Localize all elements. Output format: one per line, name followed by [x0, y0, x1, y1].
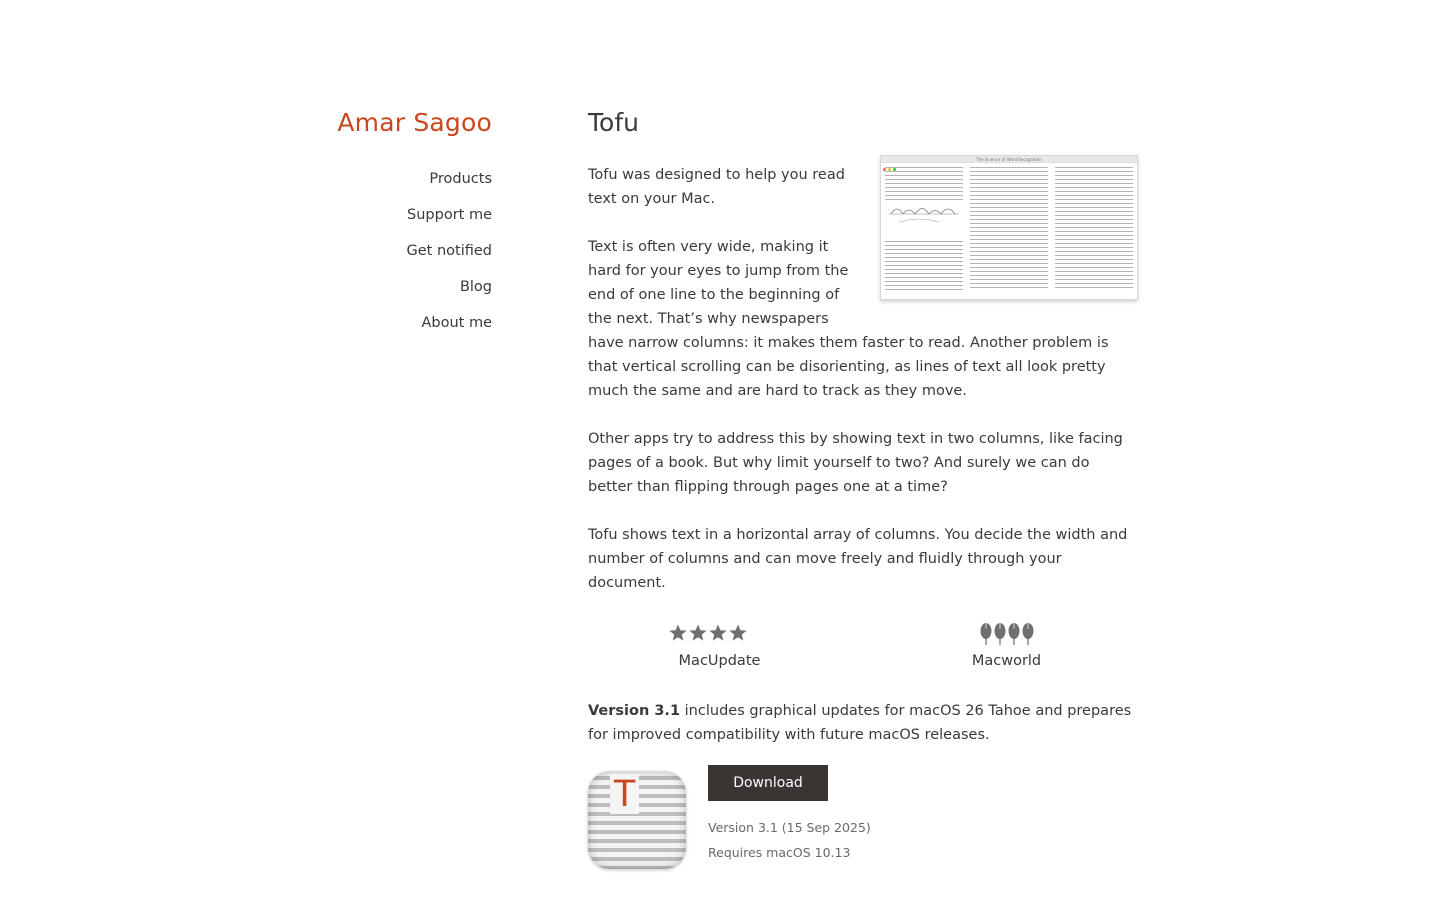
- nav-item-get-notified[interactable]: Get notified: [406, 243, 492, 259]
- body-paragraph: Tofu shows text in a horizontal array of columns. You decide the width and number of columns and can move freely and fluidly through your document.: [588, 527, 1128, 591]
- page-title: Tofu: [588, 108, 639, 137]
- download-button[interactable]: Download: [708, 765, 828, 801]
- intro-paragraph: Tofu was designed to help you read text on your Mac.: [588, 167, 845, 207]
- star-icon: [669, 625, 686, 641]
- screenshot-window-title: The Science of Word Recognition: [976, 157, 1042, 162]
- mouse-rating: [875, 619, 1138, 647]
- reviews: [588, 619, 1138, 673]
- site-title[interactable]: Amar Sagoo: [337, 108, 492, 137]
- screenshot-titlebar: [881, 156, 1137, 163]
- screenshot-column: [970, 167, 1048, 291]
- star-icon: [709, 625, 726, 641]
- review-macworld[interactable]: [875, 619, 1138, 673]
- nav-item-support-me[interactable]: Support me: [407, 207, 492, 223]
- star-icon: [749, 625, 766, 641]
- screenshot-column: [885, 167, 963, 291]
- nav-item-blog[interactable]: Blog: [459, 279, 492, 295]
- system-requirements: Requires macOS 10.13: [708, 845, 851, 860]
- review-macupdate[interactable]: [588, 619, 851, 673]
- download-section: [588, 771, 1138, 869]
- screenshot-columns: [885, 167, 1133, 291]
- download-info: [708, 771, 871, 869]
- mouse-rating-icon: [979, 620, 1035, 646]
- star-icon: [729, 625, 746, 641]
- nav-menu: [300, 161, 492, 341]
- nav-item-products[interactable]: Products: [429, 171, 492, 187]
- screenshot-column: [1055, 167, 1133, 291]
- star-icon: [689, 625, 706, 641]
- body-paragraph: Text is often very wide, making it hard for your eyes to jump from the end of one line to the beginning of the next. That’s why newspapers have narrow columns: it makes them faster to read. Another problem is that vertical scrolling can be disorienting, as lines of text all look pretty much the same and are hard to track as they move.: [588, 239, 1109, 399]
- saccade-diagram-icon: [889, 200, 959, 226]
- version-note-text: includes graphical updates for macOS 26 Tahoe and prepares for improved compatibility with future macOS releases.: [588, 703, 1132, 743]
- app-screenshot: [880, 155, 1138, 300]
- review-source: Macworld: [971, 653, 1042, 669]
- star-rating: [588, 619, 851, 647]
- app-icon-letter: T: [610, 774, 639, 814]
- star-rating-icon: [668, 623, 772, 643]
- sidebar: [300, 105, 492, 341]
- nav-item-about-me[interactable]: About me: [421, 315, 492, 331]
- review-source: MacUpdate: [678, 653, 761, 669]
- body-paragraph: Other apps try to address this by showing text in two columns, like facing pages of a book. But why limit yourself to two? And surely we can do better than flipping through pages one at a time?: [588, 431, 1123, 495]
- tofu-app-icon: [588, 771, 686, 869]
- main-content: [588, 105, 1138, 869]
- version-label: Version 3.1: [588, 703, 681, 719]
- version-note: [588, 699, 1138, 747]
- version-info: Version 3.1 (15 Sep 2025): [708, 820, 871, 835]
